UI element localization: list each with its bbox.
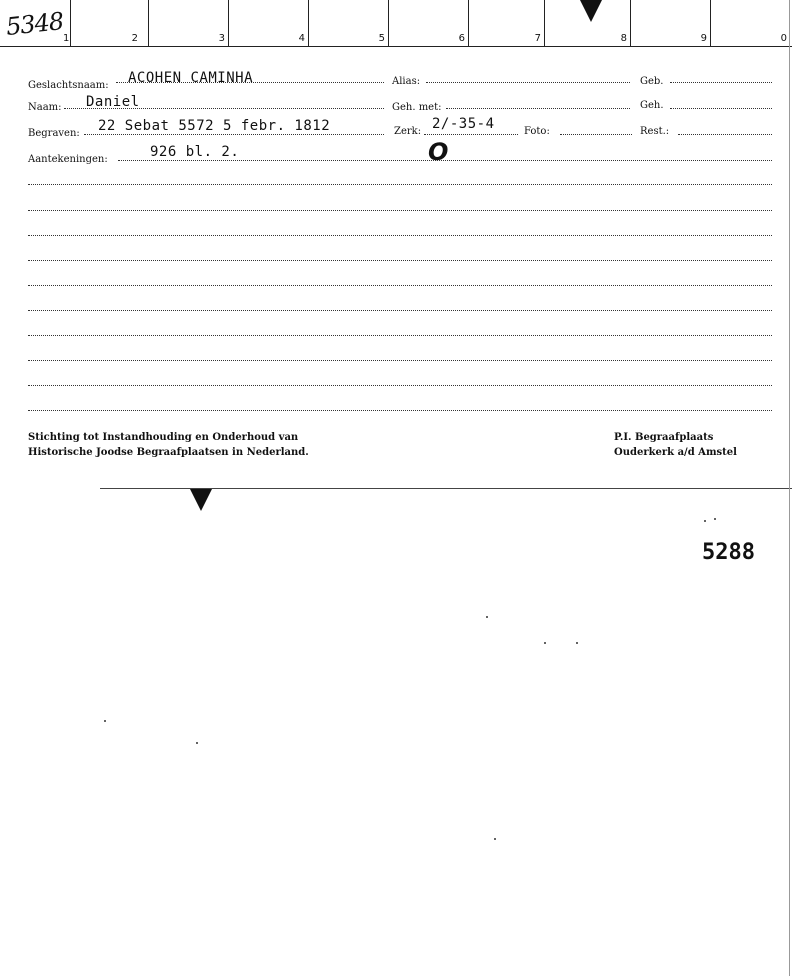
dots-foto xyxy=(560,134,632,135)
label-geh: Geh. xyxy=(640,100,664,111)
value-naam: Daniel xyxy=(86,94,140,110)
dotted-line-1 xyxy=(28,184,772,185)
dots-geb-1 xyxy=(670,82,772,83)
label-geb-1: Geb. xyxy=(640,76,664,87)
label-zerk: Zerk: xyxy=(394,126,422,137)
footer-cemetery xyxy=(614,430,737,460)
value-begraven: 22 Sebat 5572 5 febr. 1812 xyxy=(98,118,331,134)
handwritten-mark: O xyxy=(428,138,449,166)
scan-speck xyxy=(196,742,198,744)
index-marker-bottom xyxy=(190,489,212,511)
strip-cell-3: 3 xyxy=(148,0,229,46)
label-foto: Foto: xyxy=(524,126,550,137)
footer-left-line-2: Historische Joodse Begraafplaatsen in Nederland. xyxy=(28,447,309,458)
label-geh-met: Geh. met: xyxy=(392,102,442,113)
dotted-line-8 xyxy=(28,360,772,361)
dotted-line-9 xyxy=(28,385,772,386)
scan-speck xyxy=(576,642,578,644)
strip-cell-4: 4 xyxy=(228,0,309,46)
label-rest: Rest.: xyxy=(640,126,670,137)
footer-left-line-1: Stichting tot Instandhouding en Onderhoud van xyxy=(28,432,299,443)
label-naam: Naam: xyxy=(28,102,62,113)
dots-geh xyxy=(670,108,772,109)
strip-cell-7: 7 xyxy=(468,0,545,46)
scan-edge xyxy=(789,0,790,976)
scan-speck xyxy=(104,720,106,722)
dots-geh-met xyxy=(446,108,630,109)
dotted-line-4 xyxy=(28,260,772,261)
value-aantekeningen: 926 bl. 2. xyxy=(150,144,240,160)
dotted-line-10 xyxy=(28,410,772,411)
strip-cell-1: 1 xyxy=(70,0,149,46)
scan-speck xyxy=(486,616,488,618)
dots-rest xyxy=(678,134,772,135)
footer-foundation xyxy=(28,430,309,460)
strip-cell-10: 0 xyxy=(710,0,791,46)
label-geslachtsnaam: Geslachtsnaam: xyxy=(28,80,109,91)
dotted-line-6 xyxy=(28,310,772,311)
strip-cell-8: 8 xyxy=(544,0,631,46)
dotted-line-7 xyxy=(28,335,772,336)
dots-alias xyxy=(426,82,630,83)
strip-cell-5: 5 xyxy=(308,0,389,46)
dotted-line-5 xyxy=(28,285,772,286)
strip-cell-2: 2 xyxy=(131,33,138,44)
dots-zerk xyxy=(424,134,518,135)
serial-number: 5288 xyxy=(702,540,755,565)
strip-cell-6: 6 xyxy=(388,0,469,46)
label-begraven: Begraven: xyxy=(28,128,80,139)
label-alias: Alias: xyxy=(392,76,421,87)
scan-speck xyxy=(714,518,716,520)
footer-right-line-1: P.I. Begraafplaats xyxy=(614,432,714,443)
scan-speck xyxy=(494,838,496,840)
footer-right-line-2: Ouderkerk a/d Amstel xyxy=(614,447,737,458)
dotted-line-3 xyxy=(28,235,772,236)
scan-speck xyxy=(704,520,706,522)
dots-begraven xyxy=(84,134,384,135)
handwritten-card-number: 5348 xyxy=(4,7,65,41)
value-zerk: 2/-35-4 xyxy=(432,116,495,132)
strip-cell-9: 9 xyxy=(630,0,711,46)
top-number-strip xyxy=(0,0,792,47)
index-marker-top xyxy=(580,0,602,22)
dotted-line-2 xyxy=(28,210,772,211)
scan-speck xyxy=(544,642,546,644)
value-geslachtsnaam: ACOHEN CAMINHA xyxy=(128,70,254,86)
label-aantekeningen: Aantekeningen: xyxy=(28,154,108,165)
